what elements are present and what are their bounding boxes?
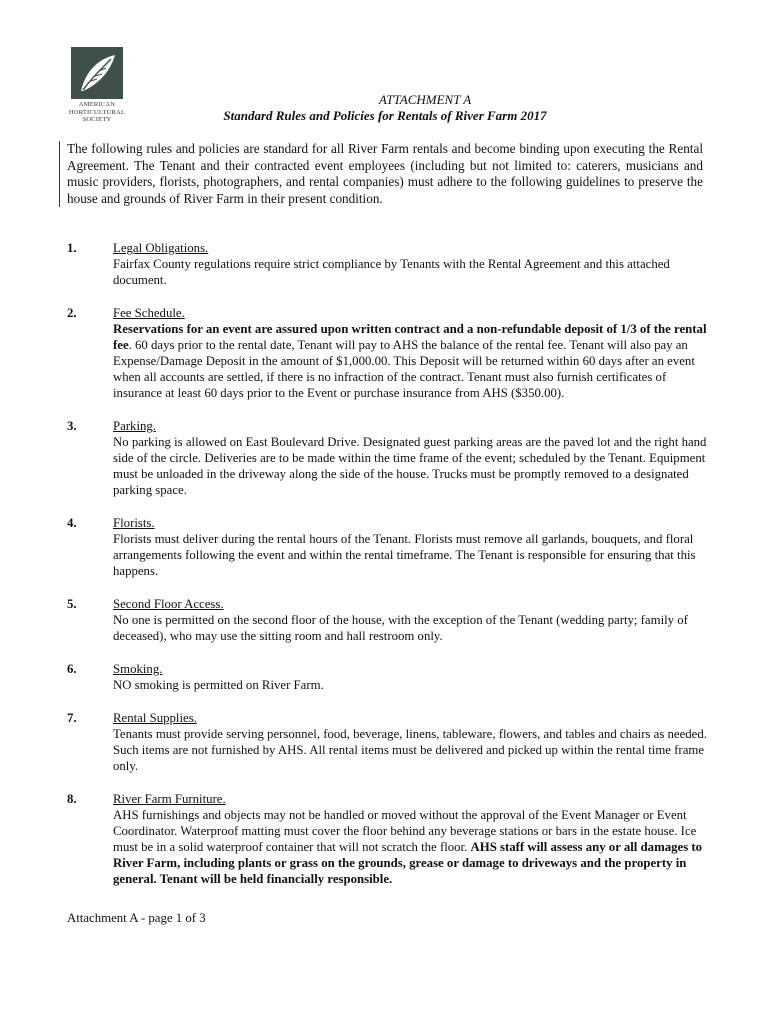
rule-text: No one is permitted on the second floor of the house, with the exception of the Tenant (wedding party; family of deceased), who may use the sitting room and hall restroom only. (113, 613, 688, 643)
page-footer: Attachment A - page 1 of 3 (67, 911, 206, 925)
rule-title: Smoking. (113, 662, 163, 676)
rule-item-florists (67, 515, 707, 579)
rule-text: NO smoking is permitted on River Farm. (113, 678, 324, 692)
rule-title: Fee Schedule. (113, 306, 185, 320)
revision-bar (59, 141, 60, 207)
rule-number: 7. (67, 711, 77, 725)
rule-item-rental-supplies (67, 710, 707, 774)
rule-bold-text: Reservations for an event are assured upon written contract and a non-refundable deposit of 1/3 of the rental fee (113, 322, 707, 352)
document-title: Standard Rules and Policies for Rentals of River Farm 2017 (223, 108, 547, 123)
intro-paragraph: The following rules and policies are standard for all River Farm rentals and become binding upon executing the Rental Agreement. The Tenant and their contracted event employees (including but not limited to: caterers, musicians and music providers, florists, photographers, and rental companies) must adhere to the following guidelines to preserve the house and grounds of River Farm in their present condition. (67, 141, 703, 206)
rule-title: Parking. (113, 419, 157, 433)
rule-text: Florists must deliver during the rental hours of the Tenant. Florists must remove all garlands, bouquets, and floral arrangements following the event and within the rental timeframe. The Tenant is responsible for ensuring that this happens. (113, 532, 696, 578)
rule-item-second-floor (67, 596, 707, 644)
logo-line-2: HORTICULTURAL (68, 108, 126, 116)
rule-number: 8. (67, 792, 77, 806)
attachment-label: ATTACHMENT A (378, 92, 472, 107)
rule-number: 1. (67, 241, 77, 255)
rule-item-fees (67, 305, 707, 401)
logo-line-3: SOCIETY (82, 116, 112, 123)
rule-title: River Farm Furniture. (113, 792, 226, 806)
rule-title: Legal Obligations. (113, 241, 209, 255)
rule-text: Tenants must provide serving personnel, food, beverage, linens, tableware, flowers, and tables and chairs as needed. Such items are not furnished by AHS. All rental items must be delivered and picked up within the rental time frame only. (113, 727, 707, 773)
rule-number: 3. (67, 419, 77, 433)
rule-number: 4. (67, 516, 77, 530)
rule-item-furniture (67, 791, 707, 887)
rule-title: Rental Supplies. (113, 711, 197, 725)
rule-text: Fairfax County regulations require strict compliance by Tenants with the Rental Agreement and this attached document. (113, 257, 670, 287)
document-header (0, 92, 770, 124)
rules-list (67, 240, 707, 904)
rule-text: . 60 days prior to the rental date, Tenant will pay to AHS the balance of the rental fee. Tenant will also pay an Expense/Damage Deposit in the amount of $1,000.00. This Deposit will be returned within 60 days after an event when all accounts are settled, if there is no infraction of the contract. Tenant must also furnish certificates of insurance at least 60 days prior to the Event or purchase insurance from AHS ($350.00). (113, 338, 695, 400)
rule-item-parking (67, 418, 707, 498)
logo-line-1: AMERICAN (78, 101, 116, 108)
rule-item-legal (67, 240, 707, 288)
rule-number: 5. (67, 597, 77, 611)
rule-title: Florists. (113, 516, 155, 530)
rule-number: 6. (67, 662, 77, 676)
rule-number: 2. (67, 306, 77, 320)
rule-item-smoking (67, 661, 707, 693)
rule-title: Second Floor Access. (113, 597, 224, 611)
rule-text: AHS furnishings and objects may not be handled or moved without the approval of the Event Manager or Event Coordinator. Waterproof matting must cover the floor behind any beverage stations or bars in the estate house. Ice must be in a solid waterproof container that will not scratch the floor. (113, 808, 697, 854)
rule-text: No parking is allowed on East Boulevard Drive. Designated guest parking areas are the paved lot and the right hand side of the circle. Deliveries are to be made within the time frame of the event; scheduled by the Tenant. Equipment must be unloaded in the driveway along the side of the house. Trucks must be promptly removed to a designated parking space. (113, 435, 707, 497)
rule-bold-text: AHS staff will assess any or all damages to River Farm, including plants or grass on the grounds, grease or damage to driveways and the property in general. Tenant will be held financially responsible. (113, 840, 703, 886)
